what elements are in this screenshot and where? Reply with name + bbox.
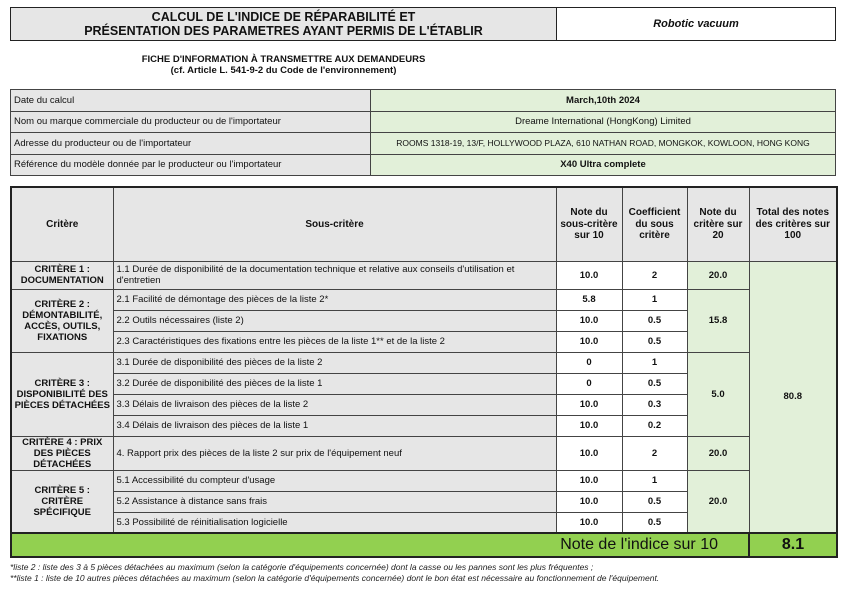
subcriterion-note: 10.0 [556,436,622,470]
subcriterion-label: 2.2 Outils nécessaires (liste 2) [113,310,556,331]
subcriterion-coef: 0.5 [622,373,687,394]
criterion-score: 5.0 [687,352,749,436]
col-critere: Critère [11,187,113,261]
footnotes [10,562,840,584]
subcriterion-note: 10.0 [556,512,622,533]
info-label: Adresse du producteur ou de l'importateur [11,133,371,155]
subcriterion-note: 10.0 [556,470,622,491]
criterion-score: 15.8 [687,289,749,352]
footnote-liste-2: *liste 2 : liste des 3 à 5 pièces détachées au maximum (selon la catégorie d'équipements concernée) dont la casse ou les pannes sont les plus fréquentes ; [10,562,594,572]
subtitle-line-2: (cf. Article L. 541-9-2 du Code de l'environnement) [170,65,397,76]
subcriterion-label: 4. Rapport prix des pièces de la liste 2 sur prix de l'équipement neuf [113,436,556,470]
criterion-score: 20.0 [687,436,749,470]
subcriterion-coef: 0.3 [622,394,687,415]
info-table [10,89,836,176]
document-title [10,7,557,41]
subcriterion-note: 5.8 [556,289,622,310]
subcriterion-note: 10.0 [556,331,622,352]
subcriterion-coef: 0.5 [622,491,687,512]
criterion-label: CRITÈRE 5 : CRITÈRE SPÉCIFIQUE [11,470,113,533]
info-label: Date du calcul [11,90,371,112]
subcriterion-coef: 1 [622,289,687,310]
subcriterion-coef: 0.5 [622,310,687,331]
col-coefficient: Coefficient du sous critère [622,187,687,261]
title-line-2: PRÉSENTATION DES PARAMETRES AYANT PERMIS DE L'ÉTABLIR [84,24,483,38]
subcriterion-label: 3.3 Délais de livraison des pièces de la liste 2 [113,394,556,415]
product-category: Robotic vacuum [557,7,836,41]
subcriterion-coef: 0.2 [622,415,687,436]
subcriterion-label: 2.1 Facilité de démontage des pièces de la liste 2* [113,289,556,310]
subcriterion-label: 1.1 Durée de disponibilité de la documentation technique et relative aux conseils d'utilisation et d'entretien [113,261,556,289]
subcriterion-coef: 0.5 [622,331,687,352]
subcriterion-note: 10.0 [556,261,622,289]
info-row-address [11,133,836,155]
table-row [11,470,837,491]
col-note-critere: Note du critère sur 20 [687,187,749,261]
info-value: X40 Ultra complete [371,154,836,176]
subcriterion-label: 5.1 Accessibilité du compteur d'usage [113,470,556,491]
table-row [11,436,837,470]
col-total: Total des notes des critères sur 100 [749,187,837,261]
info-value: March,10th 2024 [371,90,836,112]
col-sous-critere: Sous-critère [113,187,556,261]
subcriterion-label: 3.4 Délais de livraison des pièces de la liste 1 [113,415,556,436]
info-row-producer [11,111,836,133]
criterion-label: CRITÈRE 1 : DOCUMENTATION [11,261,113,289]
subcriterion-label: 3.2 Durée de disponibilité des pièces de la liste 1 [113,373,556,394]
subcriterion-note: 10.0 [556,394,622,415]
subcriterion-note: 10.0 [556,415,622,436]
subcriterion-coef: 1 [622,352,687,373]
subcriterion-label: 3.1 Durée de disponibilité des pièces de la liste 2 [113,352,556,373]
info-row-model [11,154,836,176]
subcriterion-note: 10.0 [556,310,622,331]
total-score: 80.8 [749,261,837,533]
subcriterion-label: 5.2 Assistance à distance sans frais [113,491,556,512]
info-label: Référence du modèle donnée par le producteur ou l'importateur [11,154,371,176]
info-value: ROOMS 1318-19, 13/F, HOLLYWOOD PLAZA, 610 NATHAN ROAD, MONGKOK, KOWLOON, HONG KONG [371,133,836,155]
index-value: 8.1 [749,533,837,557]
index-row [11,533,837,557]
subtitle [10,54,557,76]
header-row [11,187,837,261]
criterion-score: 20.0 [687,470,749,533]
subcriterion-coef: 2 [622,436,687,470]
info-label: Nom ou marque commerciale du producteur ou de l'importateur [11,111,371,133]
subcriterion-label: 5.3 Possibilité de réinitialisation logicielle [113,512,556,533]
subtitle-line-1: FICHE D'INFORMATION À TRANSMETTRE AUX DEMANDEURS [141,54,426,65]
subcriterion-coef: 2 [622,261,687,289]
info-value: Dreame International (HongKong) Limited [371,111,836,133]
score-table [10,186,838,558]
info-row-date [11,90,836,112]
table-row [11,352,837,373]
subcriterion-note: 0 [556,373,622,394]
criterion-label: CRITÈRE 3 : DISPONIBILITÉ DES PIÈCES DÉTACHÉES [11,352,113,436]
index-label: Note de l'indice sur 10 [11,533,749,557]
title-line-1: CALCUL DE L'INDICE DE RÉPARABILITÉ ET [151,10,416,24]
footnote-liste-1: **liste 1 : liste de 10 autres pièces détachées au maximum (selon la catégorie d'équipements concernée) dont le bon état est nécessaire au fonctionnement de l'équipement. [10,573,660,583]
table-row [11,289,837,310]
table-row [11,261,837,289]
criterion-score: 20.0 [687,261,749,289]
subcriterion-note: 0 [556,352,622,373]
criterion-label: CRITÈRE 2 : DÉMONTABILITÉ, ACCÈS, OUTILS, FIXATIONS [11,289,113,352]
subcriterion-label: 2.3 Caractéristiques des fixations entre les pièces de la liste 1** et de la liste 2 [113,331,556,352]
subcriterion-coef: 0.5 [622,512,687,533]
col-note-sous-critere: Note du sous-critère sur 10 [556,187,622,261]
subcriterion-coef: 1 [622,470,687,491]
subcriterion-note: 10.0 [556,491,622,512]
criterion-label: CRITÈRE 4 : PRIX DES PIÈCES DÉTACHÉES [11,436,113,470]
